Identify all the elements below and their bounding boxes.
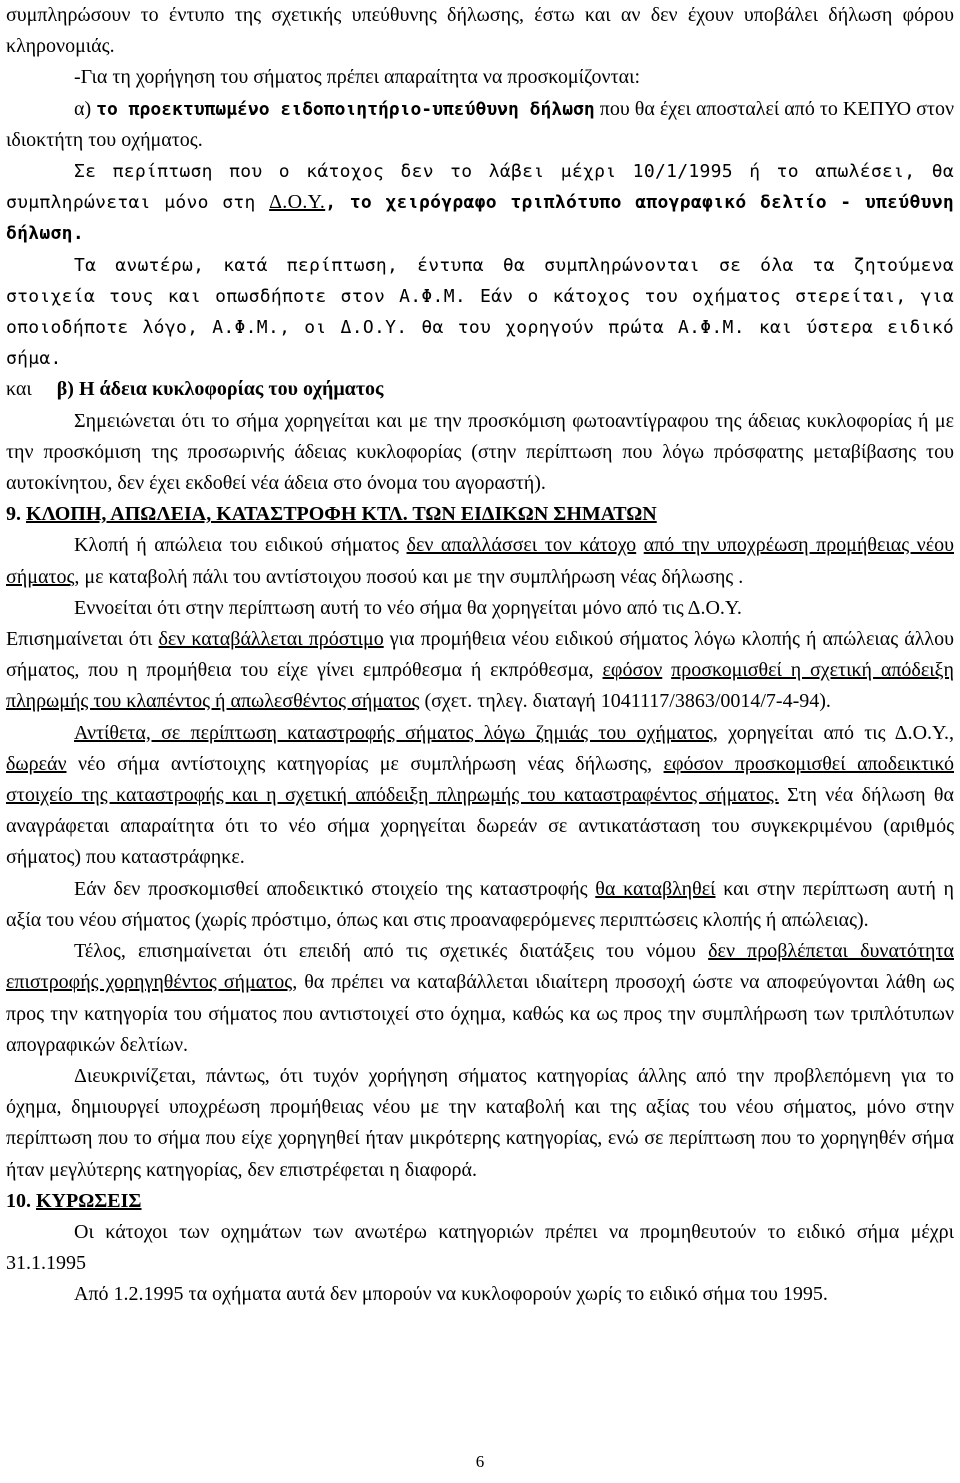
section-heading-9: 9. ΚΛΟΠΗ, ΑΠΩΛΕΙΑ, ΚΑΤΑΣΤΡΟΦΗ ΚΤΛ. ΤΩΝ ΕΙΔΙΚΩΝ ΣΗΜΑΤΩΝ bbox=[6, 503, 657, 526]
paragraph-3: Σε περίπτωση που ο κάτοχος δεν το λάβει μέχρι 10/1/1995 ή το απωλέσει, θα συμπληρώνεται μόνο στη Δ.Ο.Υ., το χειρόγραφο τριπλότυπο απογραφικό δελτίο - υπεύθυνη δήλωση. bbox=[6, 161, 954, 245]
paragraph-2-item-a: α) το προεκτυπωμένο ειδοποιητήριο-υπεύθυνη δήλωση που θα έχει αποσταλεί από το ΚΕΠΥΟ στον ιδιοκτήτη του οχήματος. bbox=[6, 97, 955, 151]
paragraph-6: Σημειώνεται ότι το σήμα χορηγείται και με την προσκόμιση φωτοαντίγραφου της άδειας κυκλοφορίας ή με την προσκόμιση της προσωρινής άδειας κυκλοφορίας (στην περίπτωση που λόγω πρόσφατης μεταβίβασης του αυτοκίνητου, δεν έχει εκδοθεί νέα άδεια στο όνομα του αγοραστή). bbox=[6, 409, 954, 495]
paragraph-10: Αντίθετα, σε περίπτωση καταστροφής σήματος λόγω ζημιάς του οχήματος, χορηγείται από τις Δ.Ο.Υ., δωρεάν νέο σήμα αντίστοιχης κατηγορίας με συμπλήρωση νέας δήλωσης, εφόσον προσκομισθεί αποδεικτικό στοιχείο της καταστροφής και η σχετική απόδειξη πληρωμής του καταστραφέντος σήματος. Στη νέα δήλωση θα αναγράφεται απαραίτητα ότι το νέο σήμα χορηγείται δωρεάν σε αντικατάσταση του συγκεκριμένου (αριθμός σήματος) που καταστράφηκε. bbox=[6, 721, 954, 869]
paragraph-8: Εννοείται ότι στην περίπτωση αυτή το νέο σήμα θα χορηγείται μόνο από τις Δ.Ο.Υ. bbox=[74, 596, 742, 619]
paragraph-2: -Για τη χορήγηση του σήματος πρέπει απαραίτητα να προσκομίζονται: bbox=[74, 66, 641, 89]
paragraph-13: Διευκρινίζεται, πάντως, ότι τυχόν χορήγηση σήματος κατηγορίας άλλης από την προβλεπόμενη για το όχημα, δημιουργεί υποχρέωση προμήθειας νέου με την καταβολή και της αξίας του νέου σήματος, μόνο στην περίπτωση που το σήμα που είχε χορηγηθεί ήταν μικρότερης κατηγορίας, ενώ σε περίπτωση που το χορηγηθέν σήμα ήταν μεγλύτερης κατηγορίας, δεν επιστρέφεται η διαφορά. bbox=[6, 1064, 954, 1181]
section-heading-10: 10. ΚΥΡΩΣΕΙΣ bbox=[6, 1189, 142, 1212]
page-number: 6 bbox=[475, 1452, 485, 1471]
paragraph-5: και β) Η άδεια κυκλοφορίας του οχήματος bbox=[6, 378, 384, 401]
paragraph-9: Επισημαίνεται ότι δεν καταβάλλεται πρόστιμο για προμήθεια νέου ειδικού σήματος λόγω κλοπής ή απώλειας άλλου σήματος, που η προμήθεια του είχε γίνει εμπρόθεσμα ή εκπρόθεσμα, εφόσον προσκομισθεί η σχετική απόδειξη πληρωμής του κλαπέντος ή απωλεσθέντος σήματος (σχετ. τηλεγ. διαταγή 1041117/3863/0014/7-4-94). bbox=[6, 628, 955, 713]
paragraph-11: Εάν δεν προσκομισθεί αποδεικτικό στοιχείο της καταστροφής θα καταβληθεί και στην περίπτωση αυτή η αξία του νέου σήματος (χωρίς πρόστιμο, όπως και στις προαναφερόμενες περιπτώσεις κλοπής ή απώλειας). bbox=[6, 877, 954, 931]
paragraph-12: Τέλος, επισημαίνεται ότι επειδή από τις σχετικές διατάξεις του νόμου δεν προβλέπεται δυνατότητα επιστροφής χορηγηθέντος σήματος, θα πρέπει να καταβάλλεται ιδιαίτερη προσοχή ώστε να αποφεύγονται λάθη ως προς την κατηγορία του σήματος που αντιστοιχεί στο όχημα, καθώς κα ως προς την συμπλήρωση των τριπλότυπων απογραφικών δελτίων. bbox=[6, 940, 955, 1056]
paragraph-14: Οι κάτοχοι των οχημάτων των ανωτέρω κατηγοριών πρέπει να προμηθευτούν το ειδικό σήμα μέχρι 31.1.1995 bbox=[6, 1220, 954, 1275]
paragraph-7: Κλοπή ή απώλεια του ειδικού σήματος δεν απαλλάσσει τον κάτοχο από την υποχρέωση προμήθειας νέου σήματος, με καταβολή πάλι του αντίστοιχου ποσού και με την συμπλήρωση νέας δήλωσης . bbox=[6, 534, 955, 588]
paragraph-4: Τα ανωτέρω, κατά περίπτωση, έντυπα θα συμπληρώνονται σε όλα τα ζητούμενα στοιχεία τους και οπωσδήποτε στον Α.Φ.Μ. Εάν ο κάτοχος του οχήματος στερείται, για οποιοδήποτε λόγο, Α.Φ.Μ., οι Δ.Ο.Υ. θα του χορηγούν πρώτα Α.Φ.Μ. και ύστερα ειδικό σήμα. bbox=[6, 254, 954, 370]
paragraph-15: Από 1.2.1995 τα οχήματα αυτά δεν μπορούν να κυκλοφορούν χωρίς το ειδικό σήμα του 1995. bbox=[74, 1283, 828, 1306]
paragraph-1: συμπληρώσουν το έντυπο της σχετικής υπεύθυνης δήλωσης, έστω και αν δεν έχουν υποβάλει δήλωση φόρου κληρονομιάς. bbox=[6, 4, 954, 58]
